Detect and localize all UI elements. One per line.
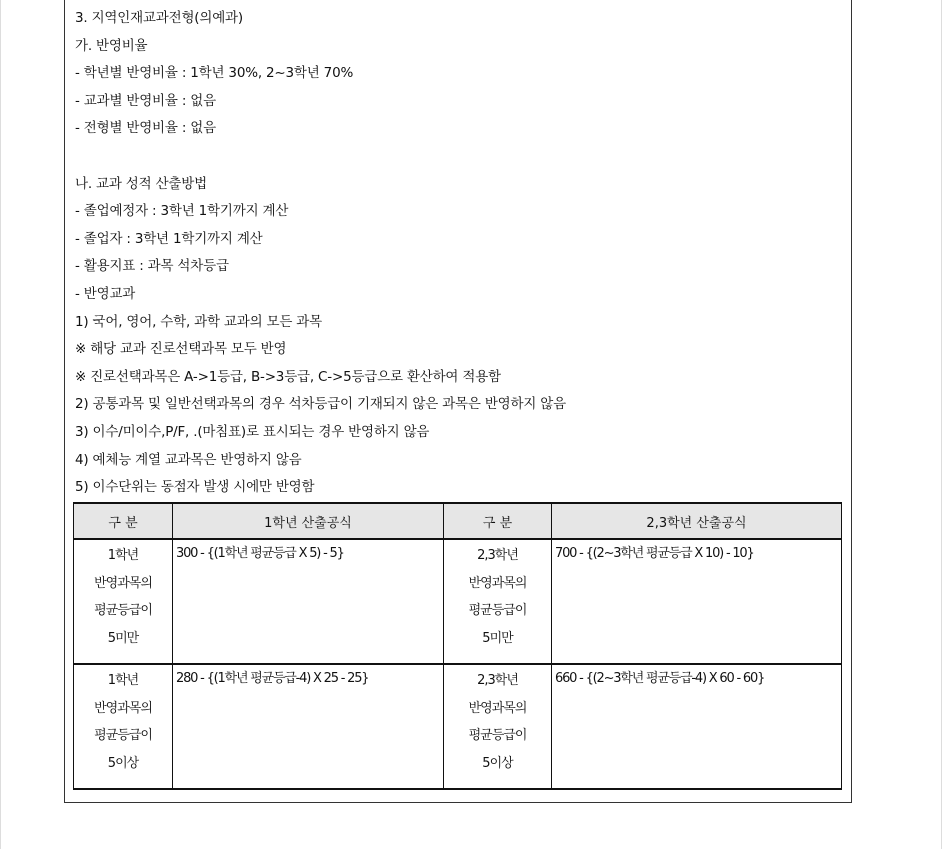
subsection-heading: 가. 반영비율 [75,37,148,54]
text-line: - 졸업자 : 3학년 1학기까지 계산 [75,230,263,247]
category-cell [444,539,552,664]
text-line: - 반영교과 [75,285,136,302]
subsection-heading: 나. 교과 성적 산출방법 [75,175,207,192]
cell-line: 평균등급이 [468,728,527,743]
cell-line: 5미만 [482,630,513,646]
cell-line: 반영과목의 [94,700,152,716]
category-cell [74,539,173,664]
formula-cell: 280 - {(1학년 평균등급-4) X 25 - 25} [173,664,444,789]
cell-line: 1학년 [107,673,139,688]
document-box [64,0,852,803]
text-line: - 교과별 반영비율 : 없음 [75,92,216,109]
cell-line: 5미만 [107,630,139,646]
category-cell [444,664,552,789]
cell-line: 반영과목의 [94,575,152,591]
text-line: 1) 국어, 영어, 수학, 과학 교과의 모든 과목 [75,313,322,330]
table-header-row [74,503,842,539]
text-line: 4) 예체능 계열 교과목은 반영하지 않음 [75,451,302,468]
cell-line: 1학년 [107,548,139,563]
text-line: - 전형별 반영비율 : 없음 [75,120,216,137]
blank-line [75,143,566,171]
cell-line: 5이상 [482,755,513,771]
header-formula-grade1: 1학년 산출공식 [173,503,444,539]
header-category-1: 구 분 [74,503,173,539]
note-line: ※ 진로선택과목은 A->1등급, B->3등급, C->5등급으로 환산하여 적용함 [75,368,501,385]
formula-cell: 660 - {(2~3학년 평균등급-4) X 60 - 60} [552,664,842,789]
text-line: - 학년별 반영비율 : 1학년 30%, 2~3학년 70% [75,65,354,82]
cell-line: 반영과목의 [468,575,527,591]
cell-line: 평균등급이 [94,728,152,743]
table-row [74,539,842,664]
cell-line: 평균등급이 [468,603,527,618]
text-line: - 활용지표 : 과목 석차등급 [75,258,229,275]
text-line: - 졸업예정자 : 3학년 1학기까지 계산 [75,203,289,220]
cell-line: 평균등급이 [94,603,152,618]
section-title: 3. 지역인재교과전형(의예과) [75,10,243,26]
cell-line: 2,3학년 [477,673,518,688]
cell-line: 5이상 [107,755,139,771]
formula-cell: 300 - {(1학년 평균등급 X 5) - 5} [173,539,444,664]
cell-line: 반영과목의 [468,700,527,716]
text-line: 2) 공통과목 및 일반선택과목의 경우 석차등급이 기재되지 않은 과목은 반영하지 않음 [75,396,566,413]
header-category-2: 구 분 [444,503,552,539]
document-text [75,5,566,502]
formula-table [73,502,842,790]
text-line: 3) 이수/미이수,P/F, .(마침표)로 표시되는 경우 반영하지 않음 [75,423,430,440]
cell-line: 2,3학년 [477,548,518,563]
category-cell [74,664,173,789]
header-formula-grade23: 2,3학년 산출공식 [552,503,842,539]
table-row [74,664,842,789]
note-line: ※ 해당 교과 진로선택과목 모두 반영 [75,341,287,358]
text-line: 5) 이수단위는 동점자 발생 시에만 반영함 [75,479,315,496]
formula-cell: 700 - {(2~3학년 평균등급 X 10) - 10} [552,539,842,664]
